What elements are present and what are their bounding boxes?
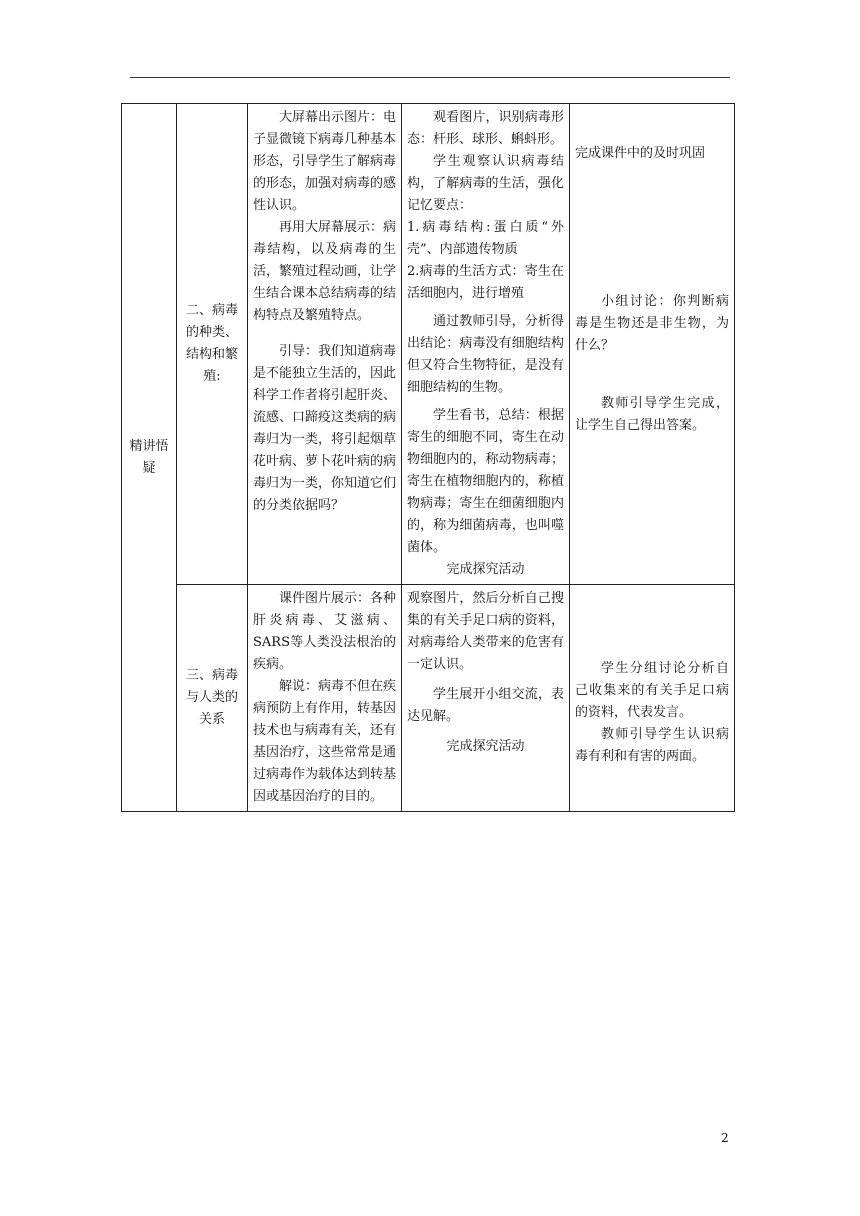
topic-title: 三、病毒与人类的关系 (185, 668, 238, 727)
student-paragraph: 通过教师引导，分析得出结论：病毒没有细胞结构但又符合生物特征，是没有细胞结构的生物。 (407, 314, 564, 395)
teacher-paragraph: 大屏幕出示图片：电子显微镜下病毒几种基本形态，引导学生了解病毒的形态，加强对病毒的感性认识。 (253, 110, 397, 213)
student-paragraph: 2.病毒的生活方式：寄生在活细胞内，进行增殖 (407, 264, 564, 301)
design-paragraph: 小组讨论：你判断病毒是生物还是非生物，为什么？ (575, 294, 729, 353)
header-rule (130, 77, 730, 78)
student-paragraph: 学生观察认识病毒结构，了解病毒的生活，强化记忆要点： (407, 154, 564, 213)
student-paragraph: 完成探究活动 (446, 739, 525, 754)
student-paragraph: 完成探究活动 (446, 562, 525, 577)
design-paragraph: 教师引导学生认识病毒有利和有害的两面。 (575, 727, 729, 764)
table-row (122, 585, 735, 812)
table-row (122, 104, 735, 585)
section-label-cell (122, 104, 177, 812)
teacher-activity-cell (248, 585, 402, 812)
design-paragraph: 完成课件中的及时巩固 (575, 146, 706, 161)
student-paragraph: 学生看书，总结：根据寄生的细胞不同，寄生在动物细胞内的，称动物病毒；寄生在植物细胞内的，称植物病毒；寄生在细菌细胞内的，称为细菌病毒，也叫噬菌体。 (407, 408, 564, 555)
student-activity-cell (402, 104, 570, 585)
student-activity-cell (402, 585, 570, 812)
section-label: 精讲悟疑 (129, 438, 169, 476)
teacher-activity-cell (248, 104, 402, 585)
teacher-paragraph: 引导：我们知道病毒是不能独立生活的，因此科学工作者将引起肝炎、流感、口蹄疫这类病的病毒归为一类，将引起烟草花叶病、萝卜花叶病的病毒归为一类，你知道它们的分类依据吗？ (253, 344, 397, 513)
page-number: 2 (721, 1131, 729, 1145)
student-paragraph: 观看图片，识别病毒形态：杆形、球形、蝌蚪形。 (407, 110, 564, 147)
design-intent-cell (570, 585, 735, 812)
topic-cell (177, 104, 248, 585)
teacher-paragraph: 再用大屏幕展示：病毒结构，以及病毒的生活，繁殖过程动画，让学生结合课本总结病毒的结构特点及繁殖特点。 (253, 220, 397, 323)
student-paragraph: 观察图片，然后分析自己搜集的有关手足口病的资料，对病毒给人类带来的危害有一定认识。 (407, 591, 564, 672)
topic-cell (177, 585, 248, 812)
topic-title: 二、病毒的种类、结构和繁殖: (185, 303, 238, 384)
lesson-plan-table (121, 103, 735, 812)
design-paragraph: 教师引导学生完成，让学生自己得出答案。 (575, 396, 729, 433)
teacher-paragraph: 课件图片展示：各种肝炎病毒、艾滋病、SARS等人类没法根治的疾病。 (253, 591, 397, 672)
design-intent-cell (570, 104, 735, 585)
student-paragraph: 1.病毒结构:蛋白质“外壳”、内部遗传物质 (407, 220, 564, 257)
student-paragraph: 学生展开小组交流，表达见解。 (407, 687, 564, 724)
design-paragraph: 学生分组讨论分析自己收集来的有关手足口病的资料，代表发言。 (575, 661, 729, 720)
teacher-paragraph: 解说：病毒不但在疾病预防上有作用，转基因技术也与病毒有关，还有基因治疗，这些常常是通过病毒作为载体达到转基因或基因治疗的目的。 (253, 679, 397, 804)
